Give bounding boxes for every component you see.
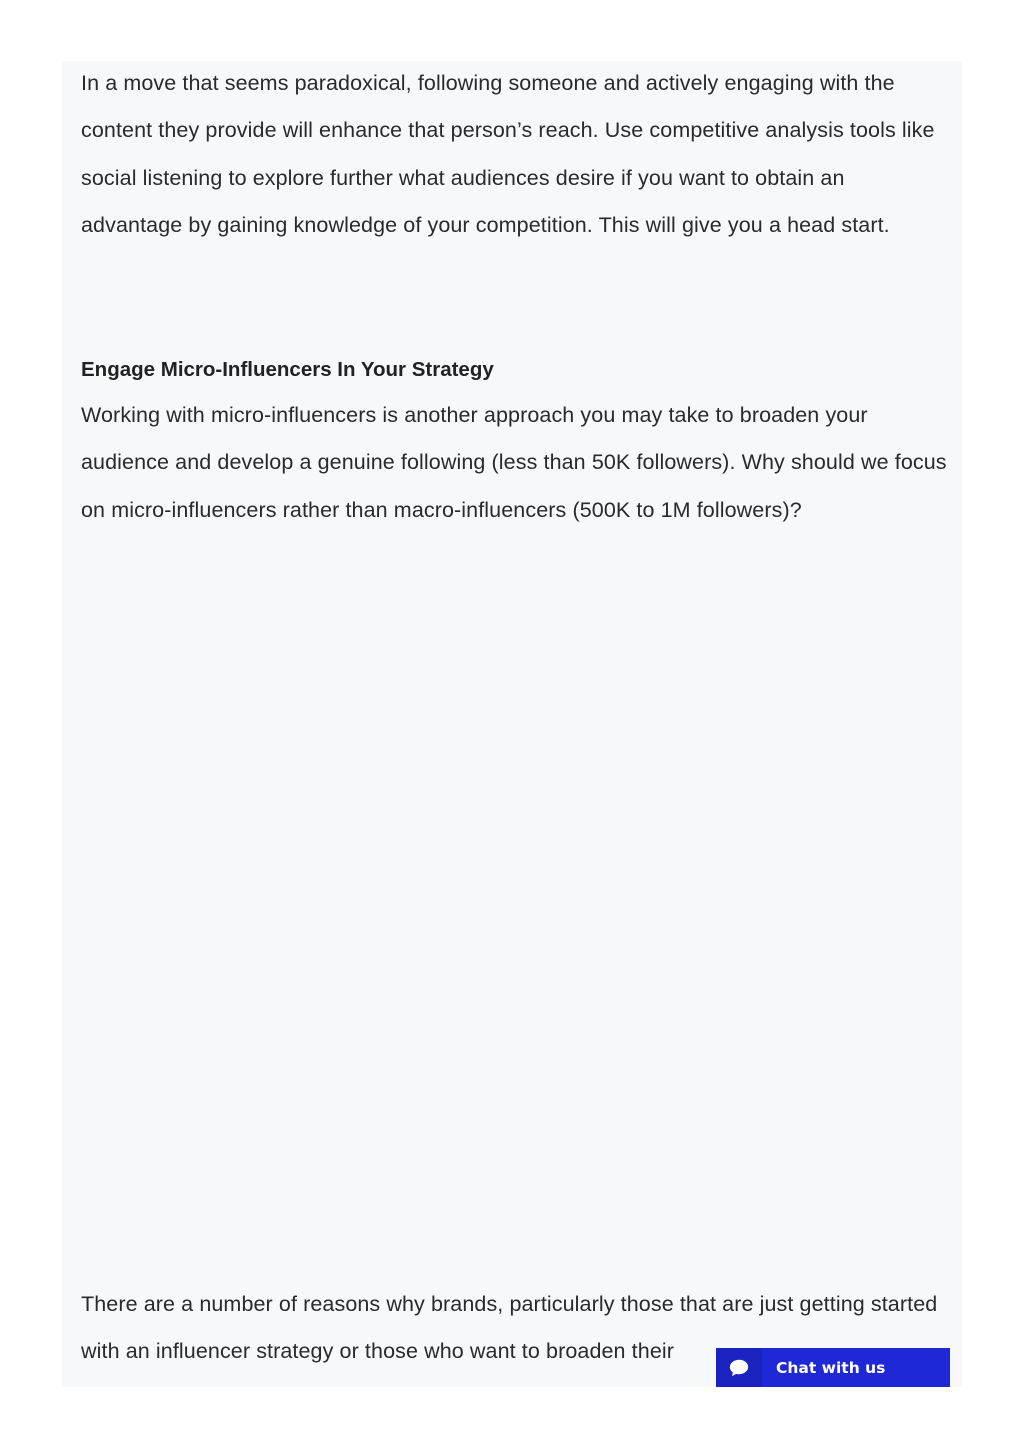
article-paragraph: In a move that seems paradoxical, following someone and actively engaging with the content they provide will enhance that person’s reach. Use competitive analysis tools like social listening to explore further what audiences desire if you want to obtain an advantage by gaining knowledge of your competition. This will give you a head start. bbox=[81, 71, 935, 237]
article-paragraph: Working with micro-influencers is another approach you may take to broaden your audience and develop a genuine following (less than 50K followers). Why should we focus on micro-influencers rather than macro-influencers (500K to 1M followers)? bbox=[81, 403, 947, 522]
article-content bbox=[62, 61, 962, 1387]
chat-with-us-button[interactable] bbox=[716, 1348, 950, 1387]
chat-bubble-icon bbox=[716, 1348, 762, 1387]
embedded-media-area bbox=[62, 601, 962, 1261]
article-paragraph: There are a number of reasons why brands, particularly those that are just getting started with an influencer strategy or those who want to broaden their bbox=[81, 1292, 938, 1364]
chat-button-label: Chat with us bbox=[776, 1358, 886, 1377]
section-heading: Engage Micro-Influencers In Your Strategy bbox=[81, 358, 494, 381]
